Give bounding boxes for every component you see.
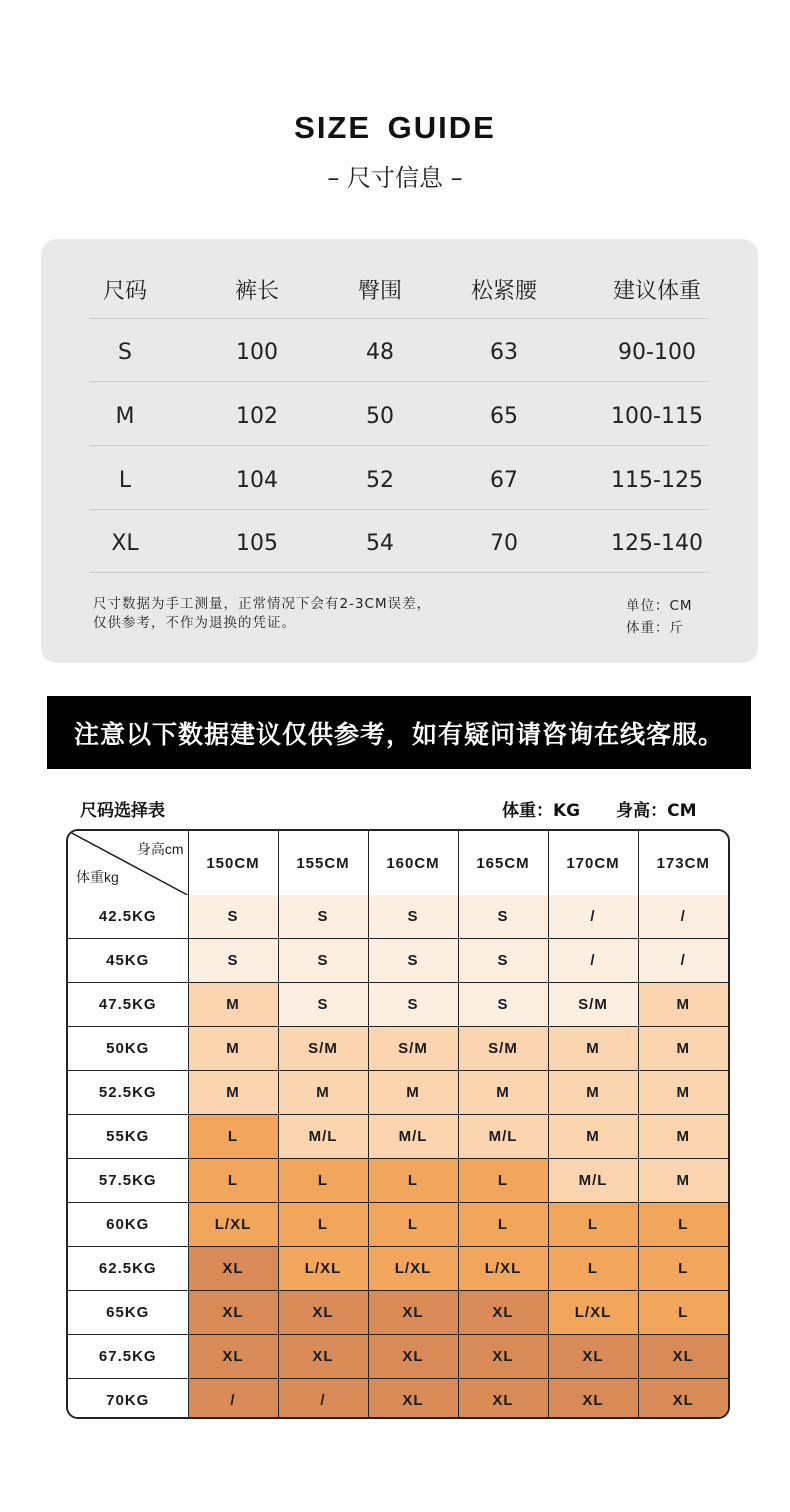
spec-cell: XL	[111, 530, 139, 556]
size-cell: XL	[458, 1379, 548, 1420]
corner-weight-label: 体重kg	[76, 869, 119, 885]
spec-row	[90, 323, 709, 382]
table-row	[68, 983, 728, 1027]
size-cell: M	[458, 1071, 548, 1115]
note-line: 仅供参考，不作为退换的凭证。	[93, 615, 296, 631]
size-cell: L	[638, 1203, 728, 1247]
size-cell: S/M	[368, 1027, 458, 1071]
size-cell: S/M	[458, 1027, 548, 1071]
size-cell: M	[638, 1071, 728, 1115]
size-cell: L	[638, 1247, 728, 1291]
height-column-header: 160CM	[368, 831, 458, 895]
spec-column-header: 松紧腰	[470, 278, 537, 304]
spec-cell: S	[118, 339, 132, 365]
size-cell: S	[368, 939, 458, 983]
height-column-header: 165CM	[458, 831, 548, 895]
size-cell: L/XL	[548, 1291, 638, 1335]
size-cell: XL	[638, 1335, 728, 1379]
size-cell: XL	[278, 1335, 368, 1379]
spec-column-header: 尺码	[102, 278, 147, 304]
size-chart-units	[502, 796, 697, 821]
spec-cell: 105	[236, 530, 278, 556]
size-cell: M	[188, 1071, 278, 1115]
size-cell: M	[548, 1027, 638, 1071]
size-cell: S	[278, 895, 368, 939]
size-cell: XL	[188, 1335, 278, 1379]
size-cell: L	[368, 1203, 458, 1247]
weight-row-header: 55KG	[68, 1115, 188, 1159]
weight-row-header: 67.5KG	[68, 1335, 188, 1379]
spec-column-header: 臀围	[357, 278, 402, 304]
weight-row-header: 45KG	[68, 939, 188, 983]
weight-row-header: 70KG	[68, 1379, 188, 1420]
spec-cell: 54	[366, 530, 394, 556]
unit-line: 体重：斤	[626, 620, 684, 636]
size-cell: L	[548, 1247, 638, 1291]
size-chart-header-row	[68, 831, 728, 895]
spec-cell: 125-140	[611, 530, 703, 556]
size-cell: XL	[458, 1335, 548, 1379]
size-chart-table	[68, 831, 728, 1419]
table-row	[68, 1203, 728, 1247]
measurement-note	[93, 595, 431, 633]
size-cell: L/XL	[458, 1247, 548, 1291]
size-cell: XL	[548, 1335, 638, 1379]
weight-row-header: 60KG	[68, 1203, 188, 1247]
page-title: SIZE GUIDE	[294, 110, 496, 145]
size-cell: L/XL	[368, 1247, 458, 1291]
size-cell: L	[458, 1203, 548, 1247]
size-cell: /	[278, 1379, 368, 1420]
height-unit-label: 身高：CM	[616, 801, 697, 821]
size-cell: L	[278, 1203, 368, 1247]
table-row	[68, 1379, 728, 1420]
size-cell: XL	[458, 1291, 548, 1335]
spec-column-header: 裤长	[234, 278, 279, 304]
spec-header-row	[90, 260, 709, 319]
size-cell: XL	[188, 1291, 278, 1335]
weight-unit-label: 体重：KG	[502, 801, 581, 821]
spec-row	[90, 451, 709, 510]
spec-cell: L	[118, 467, 132, 493]
weight-row-header: 47.5KG	[68, 983, 188, 1027]
size-cell: S	[368, 895, 458, 939]
size-cell: XL	[188, 1247, 278, 1291]
size-cell: /	[188, 1379, 278, 1420]
weight-row-header: 62.5KG	[68, 1247, 188, 1291]
table-row	[68, 1247, 728, 1291]
size-cell: M	[188, 983, 278, 1027]
spec-row	[90, 387, 709, 446]
spec-cell: 100	[236, 339, 278, 365]
size-cell: M	[638, 1159, 728, 1203]
spec-card	[41, 239, 758, 663]
spec-cell: 70	[490, 530, 518, 556]
size-cell: M	[638, 1115, 728, 1159]
table-row	[68, 895, 728, 939]
corner-height-label: 身高cm	[136, 841, 184, 857]
size-cell: /	[548, 939, 638, 983]
table-row	[68, 939, 728, 983]
size-cell: M	[188, 1027, 278, 1071]
size-cell: L	[188, 1115, 278, 1159]
table-row	[68, 1291, 728, 1335]
table-row	[68, 1027, 728, 1071]
spec-cell: 63	[490, 339, 518, 365]
size-cell: XL	[368, 1379, 458, 1420]
size-cell: S	[188, 895, 278, 939]
unit-note	[626, 595, 693, 639]
notice-banner: 注意以下数据建议仅供参考，如有疑问请咨询在线客服。	[47, 696, 751, 769]
size-chart-title: 尺码选择表	[80, 801, 165, 821]
size-cell: S	[368, 983, 458, 1027]
size-cell: M	[278, 1071, 368, 1115]
size-cell: M/L	[458, 1115, 548, 1159]
spec-cell: 65	[490, 403, 518, 429]
size-cell: XL	[638, 1379, 728, 1420]
size-cell: M	[548, 1115, 638, 1159]
size-cell: M	[638, 983, 728, 1027]
weight-row-header: 42.5KG	[68, 895, 188, 939]
spec-cell: 90-100	[618, 339, 696, 365]
size-cell: M	[548, 1071, 638, 1115]
size-cell: /	[548, 895, 638, 939]
size-cell: XL	[368, 1335, 458, 1379]
spec-cell: 115-125	[611, 467, 703, 493]
height-column-header: 173CM	[638, 831, 728, 895]
size-cell: S	[278, 983, 368, 1027]
spec-cell: 100-115	[611, 403, 703, 429]
spec-cell: 104	[236, 467, 278, 493]
unit-line: 单位：CM	[626, 598, 693, 614]
spec-cell: 67	[490, 467, 518, 493]
size-cell: M/L	[548, 1159, 638, 1203]
size-cell: S	[458, 939, 548, 983]
size-cell: M	[638, 1027, 728, 1071]
spec-cell: 102	[236, 403, 278, 429]
size-cell: L	[368, 1159, 458, 1203]
height-column-header: 170CM	[548, 831, 638, 895]
size-cell: L	[458, 1159, 548, 1203]
spec-cell: 50	[366, 403, 394, 429]
size-cell: S	[458, 983, 548, 1027]
size-cell: S/M	[278, 1027, 368, 1071]
height-column-header: 150CM	[188, 831, 278, 895]
page-subtitle: – 尺寸信息 –	[327, 164, 463, 192]
size-cell: S/M	[548, 983, 638, 1027]
size-cell: S	[458, 895, 548, 939]
size-cell: M	[368, 1071, 458, 1115]
table-row	[68, 1115, 728, 1159]
note-line: 尺寸数据为手工测量，正常情况下会有2-3CM误差，	[93, 596, 432, 612]
size-cell: L	[278, 1159, 368, 1203]
table-row	[68, 1159, 728, 1203]
spec-cell: M	[115, 403, 135, 429]
size-cell: L	[188, 1159, 278, 1203]
size-cell: L/XL	[278, 1247, 368, 1291]
size-cell: L	[548, 1203, 638, 1247]
height-column-header: 155CM	[278, 831, 368, 895]
size-cell: XL	[368, 1291, 458, 1335]
size-chart-grid	[66, 829, 730, 1419]
size-cell: M/L	[368, 1115, 458, 1159]
size-cell: M/L	[278, 1115, 368, 1159]
size-cell: L/XL	[188, 1203, 278, 1247]
size-cell: S	[278, 939, 368, 983]
spec-column-header: 建议体重	[612, 278, 701, 304]
size-cell: /	[638, 939, 728, 983]
weight-row-header: 52.5KG	[68, 1071, 188, 1115]
weight-row-header: 57.5KG	[68, 1159, 188, 1203]
size-cell: L	[638, 1291, 728, 1335]
spec-row	[90, 514, 709, 573]
weight-row-header: 50KG	[68, 1027, 188, 1071]
size-cell: XL	[278, 1291, 368, 1335]
weight-row-header: 65KG	[68, 1291, 188, 1335]
corner-cell	[68, 831, 188, 895]
size-cell: S	[188, 939, 278, 983]
size-cell: /	[638, 895, 728, 939]
table-row	[68, 1335, 728, 1379]
spec-cell: 48	[366, 339, 394, 365]
spec-cell: 52	[366, 467, 394, 493]
size-cell: XL	[548, 1379, 638, 1420]
table-row	[68, 1071, 728, 1115]
